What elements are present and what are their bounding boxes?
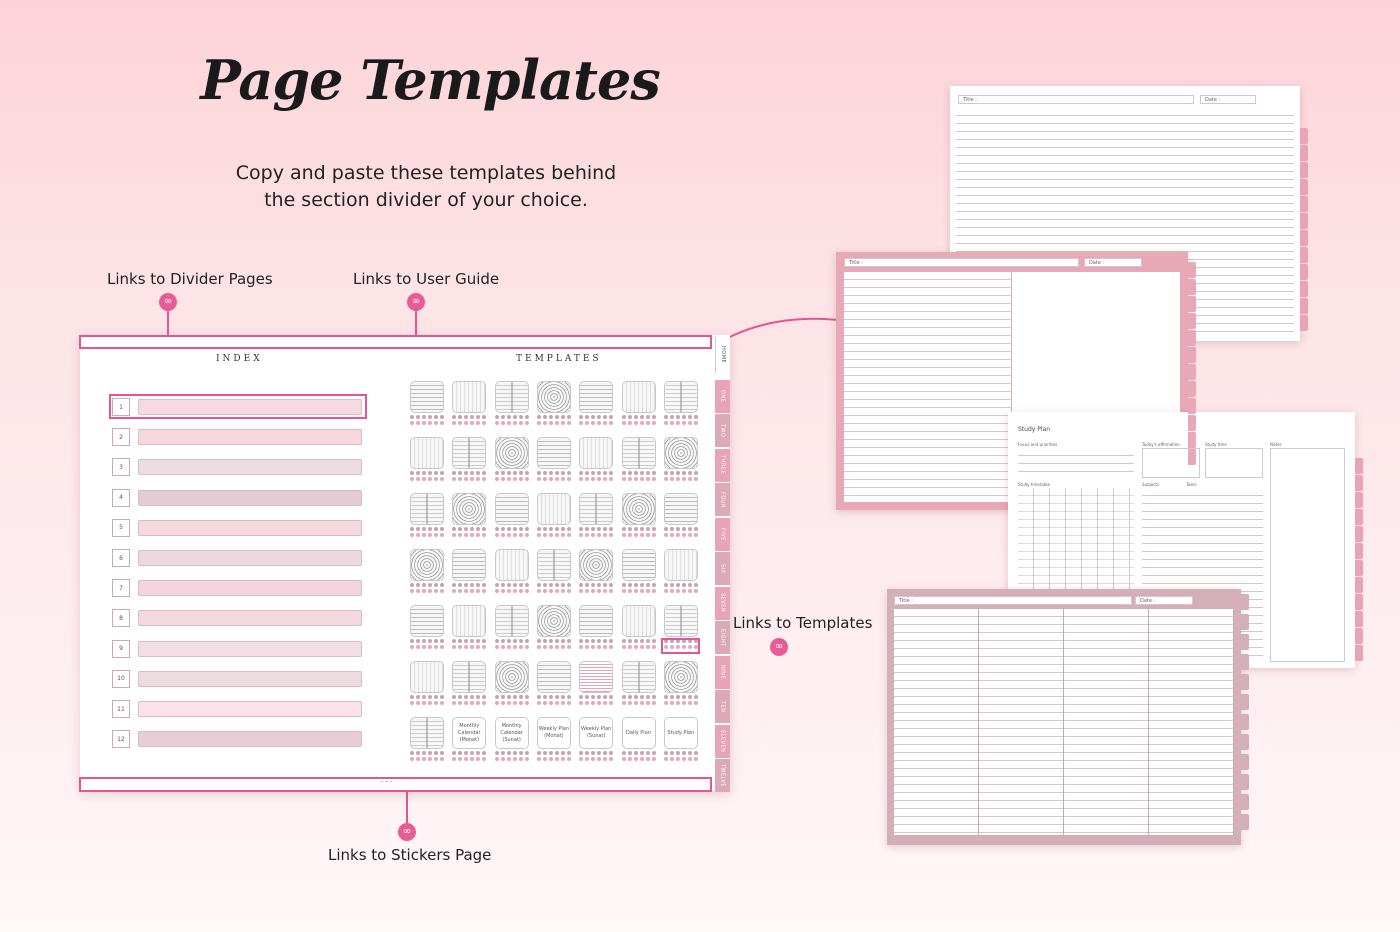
template-thumbnail[interactable] — [664, 493, 698, 525]
template-thumbnail[interactable] — [579, 661, 613, 693]
page-tab — [1355, 526, 1363, 542]
template-link-dots[interactable] — [622, 639, 656, 649]
index-row[interactable] — [112, 730, 364, 748]
section-tab[interactable]: TEN — [715, 690, 730, 723]
index-row[interactable] — [112, 549, 364, 567]
connector-line — [415, 310, 417, 335]
index-row-field[interactable] — [138, 641, 362, 657]
page-tab — [1355, 594, 1363, 610]
callout-templates: Links to Templates — [733, 614, 873, 632]
callout-divider-pages: Links to Divider Pages — [107, 270, 273, 288]
template-link-dots[interactable] — [622, 751, 656, 761]
template-thumbnail[interactable] — [495, 493, 529, 525]
template-thumbnail[interactable] — [622, 493, 656, 525]
template-link-dots[interactable] — [579, 695, 613, 705]
index-row-number: 7 — [112, 579, 130, 597]
template-thumbnail[interactable] — [495, 381, 529, 413]
page-tab — [1241, 634, 1249, 650]
template-thumbnail[interactable] — [579, 605, 613, 637]
link-icon: ∞ — [407, 293, 425, 311]
template-link-dots[interactable] — [410, 527, 444, 537]
index-row-field[interactable] — [138, 610, 362, 626]
page-tab — [1241, 694, 1249, 710]
study-subjects-label: Subjects — [1142, 482, 1160, 487]
page-tab — [1300, 281, 1308, 297]
page-tab — [1300, 247, 1308, 263]
title-field: Title : — [844, 258, 1079, 267]
page-tab — [1241, 814, 1249, 830]
template-link-dots[interactable] — [622, 527, 656, 537]
template-thumbnail[interactable] — [579, 549, 613, 581]
subtitle-line-1: Copy and paste these templates behind — [235, 162, 617, 184]
index-row-number: 8 — [112, 609, 130, 627]
template-thumbnail[interactable] — [664, 661, 698, 693]
page-tab — [1300, 196, 1308, 212]
page-tab — [1188, 364, 1196, 380]
date-field: Date : — [1135, 596, 1193, 605]
template-link-dots[interactable] — [537, 751, 571, 761]
template-link-dots[interactable] — [664, 471, 698, 481]
index-row-number: 11 — [112, 700, 130, 718]
template-link-dots[interactable] — [410, 583, 444, 593]
connector-line — [406, 792, 408, 823]
brand-logo: ~ ~ ~ — [380, 779, 393, 784]
section-tab[interactable]: NINE — [715, 656, 730, 689]
index-row[interactable] — [112, 700, 364, 718]
template-thumbnail[interactable] — [537, 493, 571, 525]
page-tab — [1241, 734, 1249, 750]
index-heading: INDEX — [216, 354, 263, 364]
template-link-dots[interactable] — [579, 639, 613, 649]
template-link-dots[interactable] — [495, 471, 529, 481]
study-time-label: Study time — [1205, 442, 1227, 447]
index-row-field[interactable] — [138, 580, 362, 596]
section-tabs — [715, 335, 730, 791]
page-tab — [1355, 645, 1363, 661]
page-tab — [1355, 543, 1363, 559]
template-link-dots[interactable] — [664, 583, 698, 593]
template-link-dots[interactable] — [410, 695, 444, 705]
template-thumbnail[interactable] — [579, 493, 613, 525]
template-thumbnail[interactable] — [537, 605, 571, 637]
index-row-field[interactable] — [138, 701, 362, 717]
study-timetable-label: Study timetable — [1018, 482, 1050, 487]
page-tab — [1188, 296, 1196, 312]
index-row[interactable] — [112, 640, 364, 658]
template-thumbnail[interactable] — [622, 605, 656, 637]
study-focus-label: Focus and priorities — [1018, 442, 1058, 447]
page-tab — [1188, 449, 1196, 465]
template-thumbnail[interactable] — [410, 661, 444, 693]
index-row[interactable] — [112, 609, 364, 627]
template-link-dots[interactable] — [622, 695, 656, 705]
page-tab — [1188, 347, 1196, 363]
template-thumbnail[interactable] — [495, 549, 529, 581]
template-link-dots[interactable] — [537, 583, 571, 593]
index-row-number: 4 — [112, 489, 130, 507]
template-link-dots[interactable] — [579, 415, 613, 425]
page-tab — [1241, 594, 1249, 610]
template-link-dots[interactable] — [664, 695, 698, 705]
page-tab — [1188, 279, 1196, 295]
study-plan-title: Study Plan — [1018, 426, 1050, 433]
template-link-dots[interactable] — [579, 583, 613, 593]
index-row-field[interactable] — [138, 459, 362, 475]
callout-stickers: Links to Stickers Page — [328, 846, 492, 864]
template-thumbnail[interactable] — [495, 661, 529, 693]
template-thumbnail[interactable] — [410, 717, 444, 749]
index-row[interactable] — [112, 579, 364, 597]
index-row-field[interactable] — [138, 429, 362, 445]
index-row-number: 12 — [112, 730, 130, 748]
template-thumbnail[interactable] — [664, 605, 698, 637]
page-subtitle — [196, 160, 656, 214]
template-thumbnail[interactable] — [579, 437, 613, 469]
template-thumbnail[interactable]: Weekly Plan (Sunat) — [579, 717, 613, 749]
template-link-dots[interactable] — [622, 415, 656, 425]
index-row[interactable] — [112, 489, 364, 507]
page-tab — [1355, 577, 1363, 593]
index-row[interactable] — [112, 428, 364, 446]
template-link-dots[interactable] — [622, 471, 656, 481]
page-tab — [1300, 145, 1308, 161]
link-icon: ∞ — [398, 823, 416, 841]
template-thumbnail[interactable] — [664, 381, 698, 413]
section-tab[interactable]: HOME — [715, 337, 730, 373]
page-tab — [1355, 475, 1363, 491]
page-tab — [1355, 628, 1363, 644]
study-tasks-label: Tasks — [1186, 482, 1197, 487]
template-thumbnail[interactable]: Study Plan — [664, 717, 698, 749]
page-tab — [1300, 230, 1308, 246]
page-tab — [1188, 398, 1196, 414]
user-guide-link-area[interactable] — [79, 335, 712, 349]
index-row-number: 10 — [112, 670, 130, 688]
template-thumbnail[interactable] — [410, 605, 444, 637]
index-row-field[interactable] — [138, 671, 362, 687]
index-row-number: 1 — [112, 398, 130, 416]
template-thumbnail[interactable] — [664, 437, 698, 469]
index-row-field[interactable] — [138, 550, 362, 566]
page-tab — [1241, 754, 1249, 770]
template-link-dots[interactable] — [452, 639, 486, 649]
template-thumbnail[interactable] — [410, 437, 444, 469]
template-link-dots[interactable] — [452, 527, 486, 537]
page-tab — [1188, 330, 1196, 346]
template-link-dots[interactable] — [452, 415, 486, 425]
template-link-dots[interactable] — [452, 583, 486, 593]
title-field: Title : — [958, 95, 1194, 104]
template-link-dots[interactable] — [452, 695, 486, 705]
page-tab — [1300, 213, 1308, 229]
template-thumbnail[interactable] — [410, 493, 444, 525]
template-thumbnail[interactable]: Monthly Calendar (Monat) — [452, 717, 486, 749]
templates-heading: TEMPLATES — [516, 354, 602, 364]
section-tab[interactable]: TWO — [715, 414, 730, 447]
template-link-dots[interactable] — [410, 415, 444, 425]
page-tab — [1355, 509, 1363, 525]
template-thumbnail[interactable] — [537, 661, 571, 693]
page-tab — [1355, 492, 1363, 508]
template-thumbnail[interactable] — [537, 381, 571, 413]
template-thumbnail[interactable] — [495, 605, 529, 637]
page-tab — [1241, 654, 1249, 670]
index-row[interactable] — [112, 519, 364, 537]
page-tab — [1188, 381, 1196, 397]
index-row-number: 3 — [112, 458, 130, 476]
page-tab — [1188, 432, 1196, 448]
page-tab — [1188, 313, 1196, 329]
template-link-dots[interactable] — [537, 695, 571, 705]
page-tab — [1241, 794, 1249, 810]
template-link-dots[interactable] — [579, 471, 613, 481]
template-link-area[interactable] — [661, 638, 700, 654]
template-thumbnail[interactable] — [622, 437, 656, 469]
template-thumbnail[interactable] — [452, 549, 486, 581]
section-tab[interactable]: TWELVE — [715, 759, 730, 792]
date-field: Date : — [1084, 258, 1142, 267]
template-thumbnail[interactable]: Daily Plan — [622, 717, 656, 749]
index-row-field[interactable] — [138, 731, 362, 747]
divider-link-area[interactable] — [109, 394, 367, 419]
section-tab[interactable]: SIX — [715, 552, 730, 585]
template-thumbnail[interactable] — [622, 381, 656, 413]
template-thumbnail[interactable]: Monthly Calendar (Sunat) — [495, 717, 529, 749]
template-thumbnail[interactable] — [410, 549, 444, 581]
template-link-dots[interactable] — [664, 527, 698, 537]
index-row-number: 5 — [112, 519, 130, 537]
template-link-dots[interactable] — [495, 695, 529, 705]
stickers-link-area[interactable] — [79, 777, 712, 792]
template-thumbnail[interactable] — [622, 661, 656, 693]
template-link-dots[interactable] — [622, 583, 656, 593]
page-tab — [1300, 128, 1308, 144]
section-tab[interactable]: ONE — [715, 380, 730, 413]
template-thumbnail[interactable] — [664, 549, 698, 581]
template-link-dots[interactable] — [410, 471, 444, 481]
page-tab — [1300, 315, 1308, 331]
page-tab — [1300, 298, 1308, 314]
template-link-dots[interactable] — [452, 471, 486, 481]
index-row-field[interactable] — [138, 520, 362, 536]
template-link-dots[interactable] — [452, 751, 486, 761]
template-thumbnail[interactable] — [452, 661, 486, 693]
subtitle-line-2: the section divider of your choice. — [264, 189, 588, 211]
date-field: Date : — [1200, 95, 1256, 104]
section-tab[interactable]: FOUR — [715, 483, 730, 516]
link-icon: ∞ — [159, 293, 177, 311]
section-tab[interactable]: ELEVEN — [715, 725, 730, 758]
template-link-dots[interactable] — [495, 639, 529, 649]
page-tab — [1355, 560, 1363, 576]
link-icon: ∞ — [770, 638, 788, 656]
page-tab — [1300, 179, 1308, 195]
template-link-dots[interactable] — [410, 751, 444, 761]
template-link-dots[interactable] — [495, 527, 529, 537]
template-link-dots[interactable] — [537, 527, 571, 537]
template-link-dots[interactable] — [537, 639, 571, 649]
page-tab — [1241, 674, 1249, 690]
template-link-dots[interactable] — [495, 583, 529, 593]
template-thumbnail[interactable] — [452, 437, 486, 469]
template-thumbnail[interactable] — [452, 605, 486, 637]
section-tab[interactable]: EIGHT — [715, 621, 730, 654]
template-thumbnail[interactable] — [579, 381, 613, 413]
template-link-dots[interactable] — [537, 415, 571, 425]
index-row-number: 9 — [112, 640, 130, 658]
index-row-field[interactable] — [138, 490, 362, 506]
page-tab — [1300, 162, 1308, 178]
study-affirmation-label: Today's affirmation — [1142, 442, 1180, 447]
page-tab — [1355, 611, 1363, 627]
template-link-dots[interactable] — [410, 639, 444, 649]
template-link-dots[interactable] — [664, 751, 698, 761]
template-link-dots[interactable] — [495, 751, 529, 761]
template-thumbnail[interactable] — [410, 381, 444, 413]
template-link-dots[interactable] — [579, 527, 613, 537]
index-row-number: 6 — [112, 549, 130, 567]
page-tab — [1355, 458, 1363, 474]
template-checklist-page — [887, 589, 1241, 845]
page-tab — [1241, 714, 1249, 730]
section-tab[interactable]: FIVE — [715, 518, 730, 551]
page-title: Page Templates — [200, 48, 660, 112]
template-thumbnail[interactable] — [452, 381, 486, 413]
template-link-dots[interactable] — [495, 415, 529, 425]
template-thumbnail[interactable]: Weekly Plan (Monat) — [537, 717, 571, 749]
index-row-number: 2 — [112, 428, 130, 446]
page-tab — [1241, 774, 1249, 790]
template-link-dots[interactable] — [537, 471, 571, 481]
index-row[interactable] — [112, 670, 364, 688]
template-thumbnail[interactable] — [622, 549, 656, 581]
study-notes-label: Notes — [1270, 442, 1282, 447]
page-tab — [1188, 415, 1196, 431]
page-tab — [1241, 614, 1249, 630]
template-thumbnail[interactable] — [495, 437, 529, 469]
callout-user-guide: Links to User Guide — [353, 270, 500, 288]
template-thumbnail[interactable] — [452, 493, 486, 525]
title-field: Title : — [894, 596, 1132, 605]
section-tab[interactable]: THREE — [715, 449, 730, 482]
section-tab[interactable]: SEVEN — [715, 587, 730, 620]
page-tab — [1188, 262, 1196, 278]
template-thumbnail[interactable] — [537, 437, 571, 469]
page-tab — [1300, 264, 1308, 280]
template-link-dots[interactable] — [664, 415, 698, 425]
template-link-dots[interactable] — [579, 751, 613, 761]
template-thumbnail[interactable] — [537, 549, 571, 581]
index-row[interactable] — [112, 458, 364, 476]
